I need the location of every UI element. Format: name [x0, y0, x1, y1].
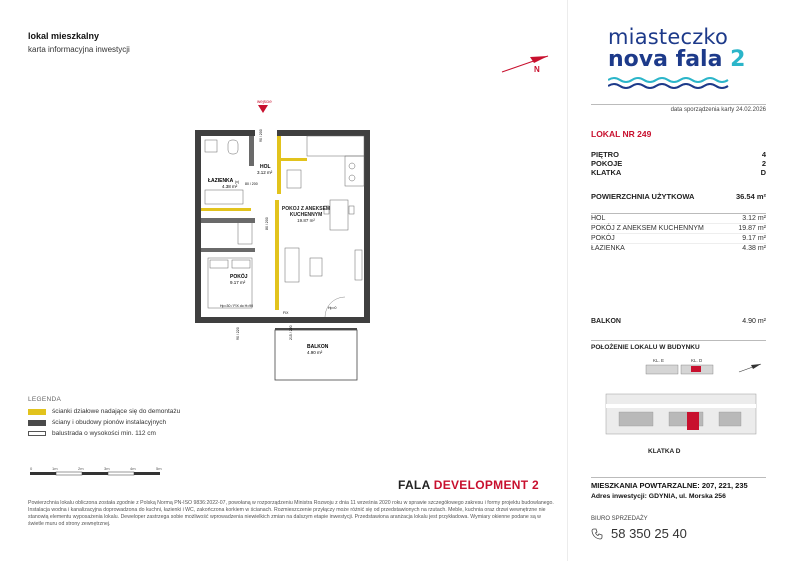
balcony-rail	[275, 328, 357, 330]
scale-tick: 0	[30, 466, 33, 471]
room-label-balkon: BALKON	[307, 344, 329, 350]
sales-office-label: BIURO SPRZEDAŻY	[591, 516, 648, 522]
partition-hol	[277, 136, 281, 194]
logo-line2	[608, 48, 748, 72]
legend-item-railing	[28, 430, 156, 437]
logo	[608, 26, 748, 72]
legend-item-partition	[28, 408, 180, 415]
waves-icon	[608, 76, 738, 90]
partition-hol-b	[277, 158, 307, 161]
rooms-list	[591, 213, 766, 254]
unit-marker-top	[691, 366, 701, 372]
partition-bath	[201, 208, 251, 211]
pillow-icon	[232, 260, 250, 268]
balkon-row	[591, 318, 766, 325]
kl-d-label: KL. D	[691, 358, 703, 363]
lokal-number: LOKAL NR 249	[591, 129, 652, 139]
stove-icon	[345, 156, 364, 186]
prop-row-pokoje	[591, 159, 766, 168]
fridge-icon	[287, 170, 301, 188]
area-total-row	[591, 192, 766, 201]
brand-name: FALA	[398, 478, 431, 492]
scale-seg	[30, 472, 56, 475]
balkon-label: BALKON	[591, 318, 621, 325]
room-row	[591, 234, 766, 244]
scale-bar	[30, 466, 166, 478]
scale-seg	[82, 472, 108, 475]
room-row	[591, 214, 766, 224]
prop-label: POKOJE	[591, 159, 623, 168]
repeat-units: MIESZKANIA POWTARZALNE: 207, 221, 235	[591, 477, 766, 490]
legend-swatch-yellow	[28, 409, 46, 415]
toilet-icon	[228, 140, 238, 154]
prop-label: KLATKA	[591, 168, 622, 177]
address-label: Adres inwestycji:	[591, 493, 647, 500]
legend-label: balustrada o wysokości min. 112 cm	[52, 430, 156, 437]
klatka-label: KLATKA D	[648, 448, 681, 455]
int-wall-c	[201, 248, 255, 252]
dim-fix: FIX	[283, 311, 289, 315]
room-label: POKÓJ Z ANEKSEM KUCHENNYM	[591, 225, 704, 232]
room-area-lazienka: 4.38 m²	[222, 184, 238, 189]
room-value: 19.87 m²	[738, 225, 766, 232]
key-north-icon	[751, 364, 761, 369]
scale-tick: 5m	[156, 466, 162, 471]
dim-balcony-door: Hp=0	[328, 306, 337, 310]
scale-seg	[108, 472, 134, 475]
balcony-outline	[275, 330, 357, 380]
address-value: GDYNIA, ul. Morska 256	[648, 493, 726, 500]
dim-balcony-a: 90 / 220	[236, 327, 240, 340]
sink-icon	[205, 140, 217, 152]
room-label: HOL	[591, 215, 606, 222]
room-label-pokoj-aneks	[278, 206, 334, 234]
stair-core-e	[619, 412, 653, 426]
room-label-hol: HOL	[260, 164, 271, 170]
scale-tick: 3m	[104, 466, 110, 471]
room-label-pokoj: POKÓJ	[230, 274, 248, 280]
stair-core-c	[719, 412, 741, 426]
dim-balcony-b: 215 / 220	[289, 325, 293, 340]
room-name-pokoj-aneks: POKÓJ Z ANEKSEM KUCHENNYM	[281, 206, 331, 218]
corridor-line	[606, 404, 756, 408]
brand-accent: DEVELOPMENT 2	[433, 478, 539, 492]
prop-value: D	[760, 168, 766, 177]
wall-top	[195, 130, 370, 136]
north-label: N	[534, 65, 540, 74]
room-row	[591, 224, 766, 234]
prop-row-pietro	[591, 150, 766, 159]
unit-marker	[687, 412, 699, 430]
room-row	[591, 244, 766, 254]
document-title: lokal mieszkalny	[28, 31, 100, 41]
bathtub-icon	[205, 190, 243, 204]
scale-tick: 4m	[130, 466, 136, 471]
room-label-lazienka: ŁAZIENKA	[208, 178, 234, 184]
burner-icon	[349, 163, 355, 169]
legend-swatch-dark	[28, 420, 46, 426]
prop-label: PIĘTRO	[591, 150, 619, 159]
area-total-value: 36.54 m²	[735, 192, 766, 201]
legend-swatch-outline	[28, 431, 46, 436]
room-value: 4.38 m²	[742, 245, 766, 252]
wall-bottom	[195, 317, 370, 323]
floor-plan	[150, 100, 390, 400]
kl-e-label: KL. E	[653, 358, 665, 363]
chair-icon	[349, 206, 354, 214]
room-label: POKÓJ	[591, 235, 615, 242]
sales-phone[interactable]	[591, 526, 687, 541]
scale-tick: 2m	[78, 466, 84, 471]
dim-window-room: Hp=30 / FIX do H=90	[220, 304, 254, 308]
investment-address	[591, 493, 726, 500]
tv-unit	[355, 250, 362, 280]
position-title: POŁOŻENIE LOKALU W BUDYNKU	[591, 340, 766, 351]
wall-left	[195, 130, 201, 323]
entrance-label: wejście	[257, 100, 272, 104]
balkon-value: 4.90 m²	[742, 318, 766, 325]
scale-seg	[56, 472, 82, 475]
scale-seg	[134, 472, 160, 475]
legend-label: ściany i obudowy pionów instalacyjnych	[52, 419, 167, 426]
logo-line1: miasteczko	[608, 25, 729, 49]
room-label: ŁAZIENKA	[591, 245, 625, 252]
coffee-table	[310, 258, 322, 276]
burner-icon	[349, 175, 355, 181]
legend-label: ścianki działowe nadające się do demontażu	[52, 408, 181, 415]
area-total-label: POWIERZCHNIA UŻYTKOWA	[591, 192, 695, 201]
kitchen-counter	[307, 136, 364, 156]
room-value: 9.17 m²	[742, 235, 766, 242]
developer-brand	[398, 478, 539, 492]
entrance-arrow-icon	[258, 105, 268, 113]
vent-label: (v)	[235, 180, 240, 184]
phone-number: 58 350 25 40	[611, 526, 687, 541]
logo-number: 2	[730, 47, 746, 72]
room-area-balkon: 4.90 m²	[307, 350, 323, 355]
room-value: 3.12 m²	[742, 215, 766, 222]
date-line: data sporządzenia karty 24.02.2026	[591, 104, 766, 113]
room-area-hol: 3.12 m²	[257, 170, 273, 175]
prop-row-klatka	[591, 168, 766, 177]
disclaimer-text: Powierzchnia lokalu obliczona została zgodnie z Polską Normą PN-ISO 9836:2022-07, powołaną w rozporządzeniu Ministra Rozwoju z dnia 11 września 2020 roku w sprawie szczegółowego zakresu i formy projektu budowlanego. Instalacja wodna i kanalizacyjna doprowadzona do kuchni, łazienki i WC, zakończona korkiem w ścianach. Rozmieszczenie przyłączy może różnić się od przedstawionych na rzutach. Meble, kuchnia oraz drzwi wewnętrzne nie stanowią elementu wyposażenia lokalu. Deweloper zastrzega sobie możliwość wprowadzenia niewielkich zmian na dalszym etapie inwestycji. Przedstawiona aranżacja lokalu jest przykładowa. Wymiary okienne podane są w świetle muru od strony zewnętrznej.	[28, 500, 554, 527]
int-wall-b	[201, 218, 255, 223]
phone-icon	[591, 528, 603, 540]
dim-entry-door: 90 / 200	[259, 129, 263, 142]
document-subtitle: karta informacyjna inwestycji	[28, 45, 130, 54]
wall-right	[364, 130, 370, 323]
dim-bath-door: 80 / 200	[245, 182, 258, 186]
prop-value: 4	[761, 150, 766, 159]
scale-tick: 1m	[52, 466, 58, 471]
sofa-icon	[285, 248, 299, 282]
legend-item-walls	[28, 419, 166, 426]
int-wall-a	[249, 136, 254, 166]
wardrobe-icon	[238, 220, 252, 244]
room-area-pokoj: 9.17 m²	[230, 280, 246, 285]
room-area-pokoj-aneks: 19.87 m²	[297, 218, 315, 223]
north-arrow-icon	[500, 48, 552, 74]
building-key-plan	[591, 356, 766, 456]
prop-value: 2	[761, 159, 766, 168]
logo-text: nova fala	[608, 47, 723, 72]
dim-hol-door: 80 / 200	[265, 217, 269, 230]
pillow-icon	[210, 260, 228, 268]
stair-e-block	[646, 365, 678, 374]
legend-title: LEGENDA	[28, 396, 62, 403]
